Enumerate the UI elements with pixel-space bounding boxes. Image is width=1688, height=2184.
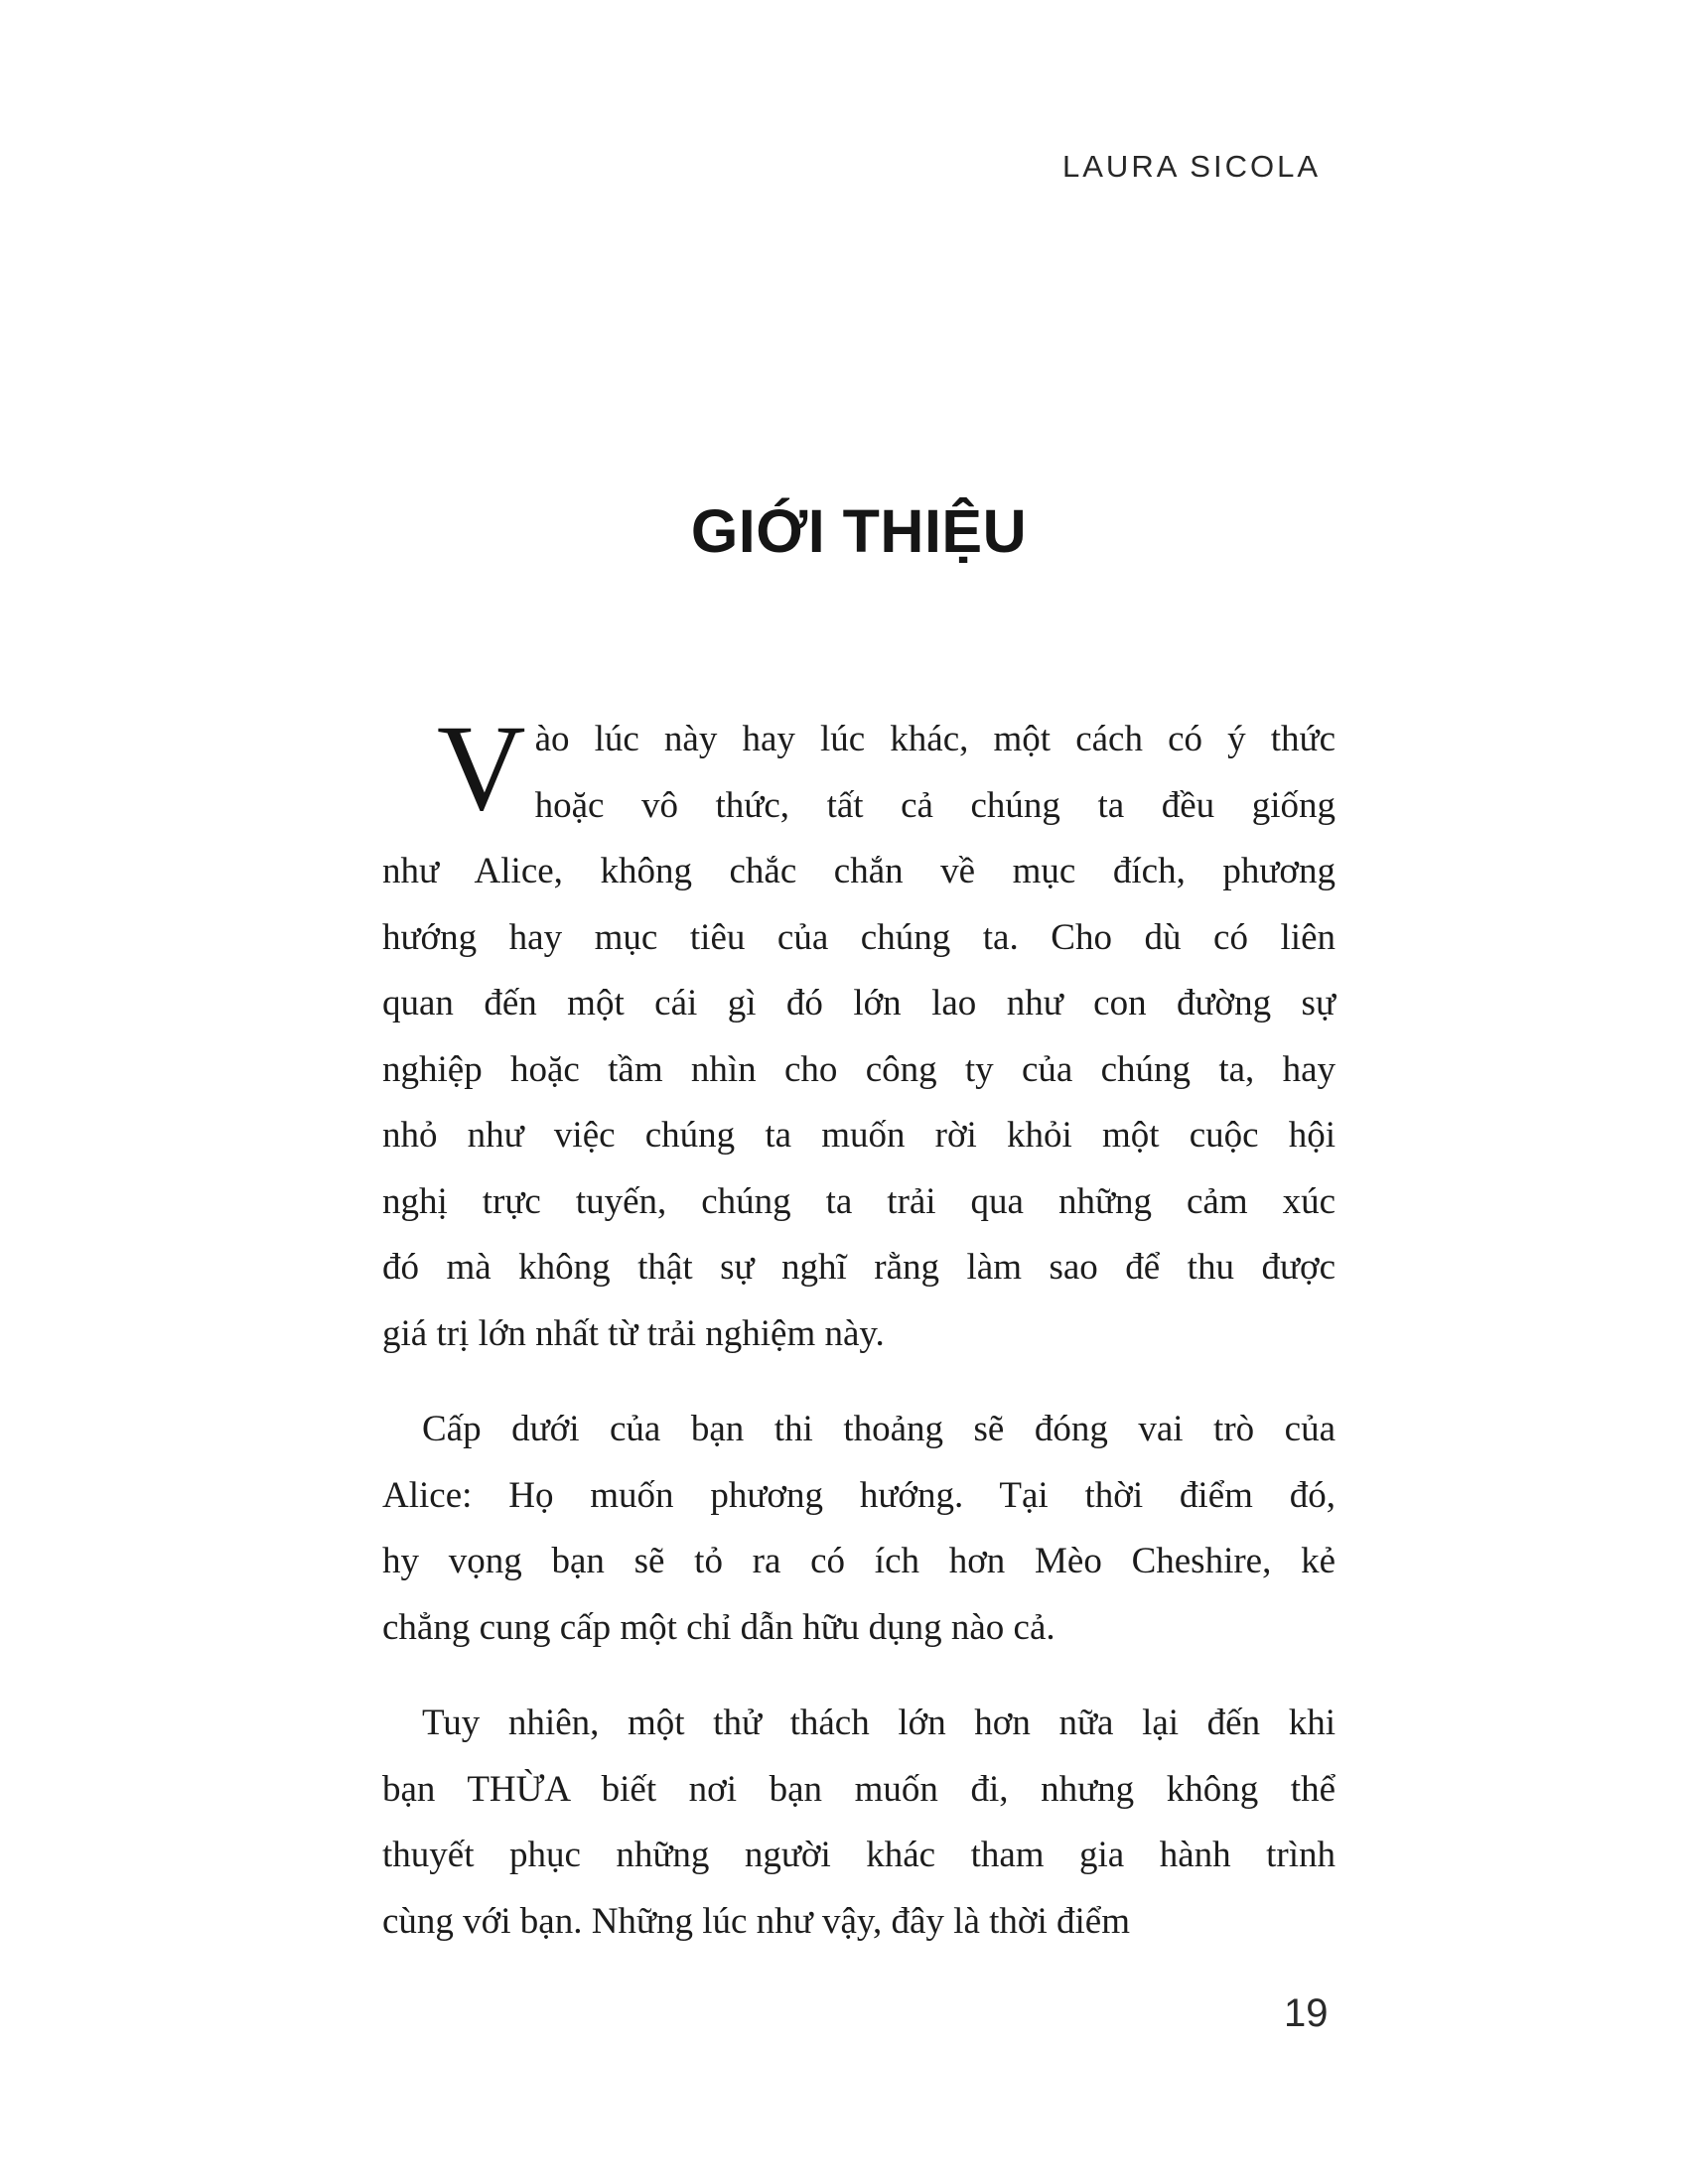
text-line: nghiệp hoặc tầm nhìn cho công ty của chúng ta, hay <box>382 1048 1336 1090</box>
text-line: giá trị lớn nhất từ trải nghiệm này. <box>382 1312 885 1354</box>
text-line: Alice: Họ muốn phương hướng. Tại thời điểm đó, <box>382 1474 1336 1516</box>
running-header-author: LAURA SICOLA <box>1062 149 1321 184</box>
text-line: quan đến một cái gì đó lớn lao như con đường sự <box>382 983 1336 1024</box>
text-line: hy vọng bạn sẽ tỏ ra có ích hơn Mèo Cheshire, kẻ <box>382 1541 1336 1581</box>
text-line: thuyết phục những người khác tham gia hành trình <box>382 1835 1336 1875</box>
text-line: chẳng cung cấp một chỉ dẫn hữu dụng nào cả. <box>382 1606 1055 1648</box>
text-line: đó mà không thật sự nghĩ rằng làm sao để thu được <box>382 1247 1336 1288</box>
text-line: Cấp dưới của bạn thi thoảng sẽ đóng vai trò của <box>422 1409 1336 1449</box>
text-line: như Alice, không chắc chắn về mục đích, phương <box>382 851 1336 891</box>
page-number: 19 <box>1284 1991 1329 2035</box>
text-line: Tuy nhiên, một thử thách lớn hơn nữa lại đến khi <box>422 1703 1336 1743</box>
paragraph <box>382 700 1336 1367</box>
drop-cap: V <box>437 700 526 836</box>
text-line: bạn THỪA biết nơi bạn muốn đi, nhưng không thể <box>382 1768 1336 1810</box>
chapter-title: GIỚI THIỆU <box>690 497 1028 565</box>
text-line: nhỏ như việc chúng ta muốn rời khỏi một cuộc hội <box>382 1115 1336 1156</box>
paragraph <box>382 1691 1336 1955</box>
text-line: cùng với bạn. Những lúc như vậy, đây là thời điểm <box>382 1900 1130 1942</box>
text-line: ào lúc này hay lúc khác, một cách có ý thức <box>534 719 1336 759</box>
text-line: hướng hay mục tiêu của chúng ta. Cho dù có liên <box>382 916 1336 958</box>
body-paragraphs <box>382 700 1336 1955</box>
text-line: nghị trực tuyến, chúng ta trải qua những cảm xúc <box>382 1180 1336 1222</box>
text-line: hoặc vô thức, tất cả chúng ta đều giống <box>534 784 1336 826</box>
paragraph <box>382 1397 1336 1661</box>
